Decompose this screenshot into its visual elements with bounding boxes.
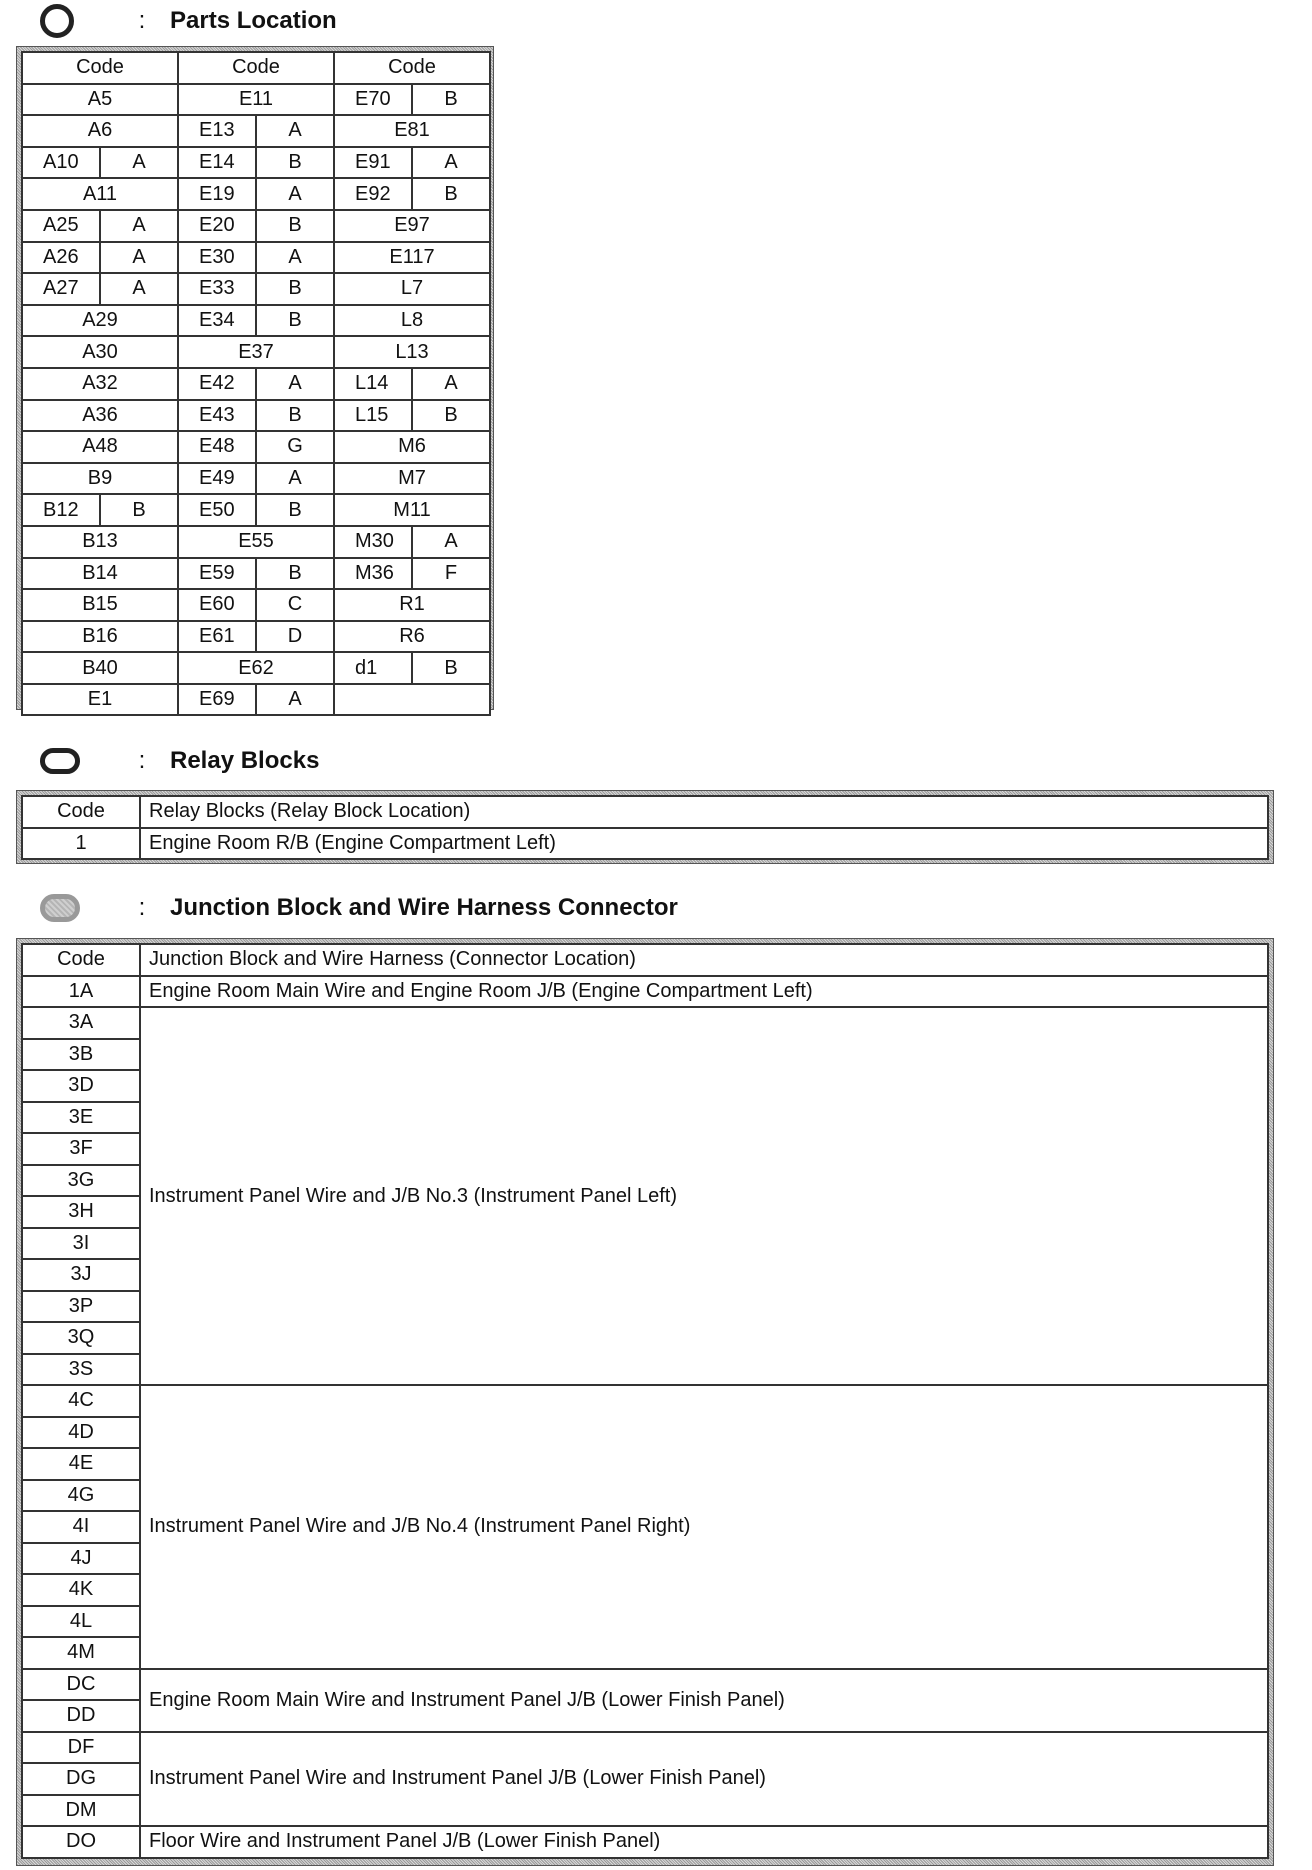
jb-table-frame [16,938,1274,1866]
part-code: A26 [22,242,100,274]
jb-desc: Instrument Panel Wire and Instrument Panel J/B (Lower Finish Panel) [140,1732,1268,1827]
table-header-row [22,944,1268,976]
part-code: E11 [178,84,334,116]
part-connector-letter: C [256,589,334,621]
jb-code: 3H [22,1196,140,1228]
jb-header-desc: Junction Block and Wire Harness (Connector Location) [140,944,1268,976]
table-row [22,1669,1268,1701]
part-code: M36 [334,558,412,590]
parts-header-code: Code [334,52,490,84]
jb-colon: : [138,894,146,921]
part-connector-letter: B [412,400,490,432]
part-code: M30 [334,526,412,558]
table-header-row [22,796,1268,828]
part-code: E49 [178,463,256,495]
jb-code: 4L [22,1606,140,1638]
part-code: E55 [178,526,334,558]
part-code: E14 [178,147,256,179]
table-row [22,558,490,590]
part-code: E92 [334,178,412,210]
part-connector-letter: B [100,494,178,526]
table-row [22,1385,1268,1417]
part-code: B15 [22,589,178,621]
part-code: B40 [22,652,178,684]
jb-code: 3I [22,1228,140,1260]
part-code: E69 [178,684,256,716]
relay-colon: : [138,747,146,774]
jb-section-heading [40,891,678,925]
jb-code: DF [22,1732,140,1764]
part-connector-letter: A [256,368,334,400]
part-connector-letter: D [256,621,334,653]
table-row [22,494,490,526]
part-code: B16 [22,621,178,653]
part-code: E19 [178,178,256,210]
part-code: A6 [22,115,178,147]
part-connector-letter: B [256,400,334,432]
part-connector-letter: A [256,178,334,210]
part-code: L13 [334,336,490,368]
part-code: R6 [334,621,490,653]
jb-code: 4E [22,1448,140,1480]
table-row [22,273,490,305]
jb-code: 4G [22,1480,140,1512]
table-row [22,1826,1268,1858]
circle-icon [40,4,74,38]
part-code: B13 [22,526,178,558]
part-connector-letter: B [256,558,334,590]
part-code: L14 [334,368,412,400]
part-code: R1 [334,589,490,621]
part-connector-letter: B [412,84,490,116]
jb-code: DG [22,1763,140,1795]
relay-desc: Engine Room R/B (Engine Compartment Left) [140,828,1268,860]
table-row [22,431,490,463]
jb-desc: Engine Room Main Wire and Engine Room J/B (Engine Compartment Left) [140,976,1268,1008]
table-row [22,115,490,147]
part-code: E33 [178,273,256,305]
part-code: E48 [178,431,256,463]
jb-code: 3F [22,1133,140,1165]
part-code: E70 [334,84,412,116]
relay-blocks-table [21,795,1269,860]
part-code: M7 [334,463,490,495]
part-connector-letter: B [412,652,490,684]
part-connector-letter: A [100,273,178,305]
part-code: A25 [22,210,100,242]
jb-desc: Instrument Panel Wire and J/B No.4 (Instrument Panel Right) [140,1385,1268,1669]
part-connector-letter: G [256,431,334,463]
table-row [22,336,490,368]
part-code: d1 [334,652,412,684]
parts-colon: : [138,7,146,34]
part-code: A11 [22,178,178,210]
relay-table-frame [16,790,1274,864]
part-code: B14 [22,558,178,590]
part-code: A10 [22,147,100,179]
jb-desc: Floor Wire and Instrument Panel J/B (Lower Finish Panel) [140,1826,1268,1858]
part-code: E30 [178,242,256,274]
part-connector-letter: A [256,684,334,716]
jb-code: DO [22,1826,140,1858]
table-row [22,210,490,242]
part-connector-letter: A [100,242,178,274]
part-code: L8 [334,305,490,337]
table-row [22,463,490,495]
part-connector-letter: A [256,242,334,274]
part-code: A48 [22,431,178,463]
parts-header-code: Code [22,52,178,84]
table-row [22,305,490,337]
part-code: E20 [178,210,256,242]
part-connector-letter: A [412,526,490,558]
jb-code: 4M [22,1637,140,1669]
jb-code: DM [22,1795,140,1827]
part-connector-letter: A [100,210,178,242]
part-code: B12 [22,494,100,526]
part-code: E37 [178,336,334,368]
oval-icon [40,748,80,774]
table-row [22,147,490,179]
parts-header-code: Code [178,52,334,84]
part-code: E117 [334,242,490,274]
part-connector-letter: B [256,305,334,337]
part-code: E43 [178,400,256,432]
part-code: A29 [22,305,178,337]
part-code: M11 [334,494,490,526]
part-code: A27 [22,273,100,305]
empty-cell [334,684,490,716]
part-connector-letter: B [256,273,334,305]
jb-code: 3D [22,1070,140,1102]
part-code: A36 [22,400,178,432]
part-code: E34 [178,305,256,337]
jb-code: 4J [22,1543,140,1575]
jb-code: 3P [22,1291,140,1323]
table-row [22,652,490,684]
jb-code: DC [22,1669,140,1701]
part-code: E42 [178,368,256,400]
part-code: E81 [334,115,490,147]
part-code: M6 [334,431,490,463]
table-row [22,589,490,621]
part-code: L7 [334,273,490,305]
part-connector-letter: B [256,494,334,526]
relay-code: 1 [22,828,140,860]
part-code: A5 [22,84,178,116]
part-code: E91 [334,147,412,179]
jb-code: 3S [22,1354,140,1386]
part-connector-letter: A [256,115,334,147]
part-connector-letter: A [412,147,490,179]
jb-code: 4K [22,1574,140,1606]
part-connector-letter: B [412,178,490,210]
relay-header-code: Code [22,796,140,828]
table-row [22,828,1268,860]
part-code: A32 [22,368,178,400]
jb-code: 3Q [22,1322,140,1354]
table-row [22,400,490,432]
jb-desc: Engine Room Main Wire and Instrument Panel J/B (Lower Finish Panel) [140,1669,1268,1732]
part-connector-letter: A [412,368,490,400]
part-code: E61 [178,621,256,653]
jb-code: 3G [22,1165,140,1197]
part-code: A30 [22,336,178,368]
part-connector-letter: B [256,210,334,242]
table-row [22,621,490,653]
part-code: E59 [178,558,256,590]
jb-code: DD [22,1700,140,1732]
oval-shaded-icon [40,894,80,922]
jb-code: 1A [22,976,140,1008]
part-code: E50 [178,494,256,526]
part-connector-letter: F [412,558,490,590]
parts-section-heading [40,4,337,38]
jb-code: 3J [22,1259,140,1291]
table-row [22,1007,1268,1039]
part-code: E60 [178,589,256,621]
relay-title: Relay Blocks [170,747,320,774]
junction-block-table [21,943,1269,1859]
table-row [22,368,490,400]
table-row [22,242,490,274]
jb-code: 3E [22,1102,140,1134]
table-row [22,684,490,716]
table-row [22,84,490,116]
jb-code: 4I [22,1511,140,1543]
part-code: E13 [178,115,256,147]
part-connector-letter: A [256,463,334,495]
jb-title: Junction Block and Wire Harness Connector [170,894,678,921]
relay-section-heading [40,744,319,778]
jb-code: 4C [22,1385,140,1417]
jb-desc: Instrument Panel Wire and J/B No.3 (Instrument Panel Left) [140,1007,1268,1385]
part-code: B9 [22,463,178,495]
part-code: E1 [22,684,178,716]
part-connector-letter: A [100,147,178,179]
jb-code: 3A [22,1007,140,1039]
table-row [22,1732,1268,1764]
parts-title: Parts Location [170,7,337,34]
relay-header-desc: Relay Blocks (Relay Block Location) [140,796,1268,828]
jb-header-code: Code [22,944,140,976]
jb-code: 4D [22,1417,140,1449]
part-code: L15 [334,400,412,432]
parts-table-frame [16,46,494,710]
part-connector-letter: B [256,147,334,179]
parts-location-table [21,51,491,716]
part-code: E97 [334,210,490,242]
table-row [22,976,1268,1008]
table-row [22,178,490,210]
table-row [22,526,490,558]
part-code: E62 [178,652,334,684]
jb-code: 3B [22,1039,140,1071]
